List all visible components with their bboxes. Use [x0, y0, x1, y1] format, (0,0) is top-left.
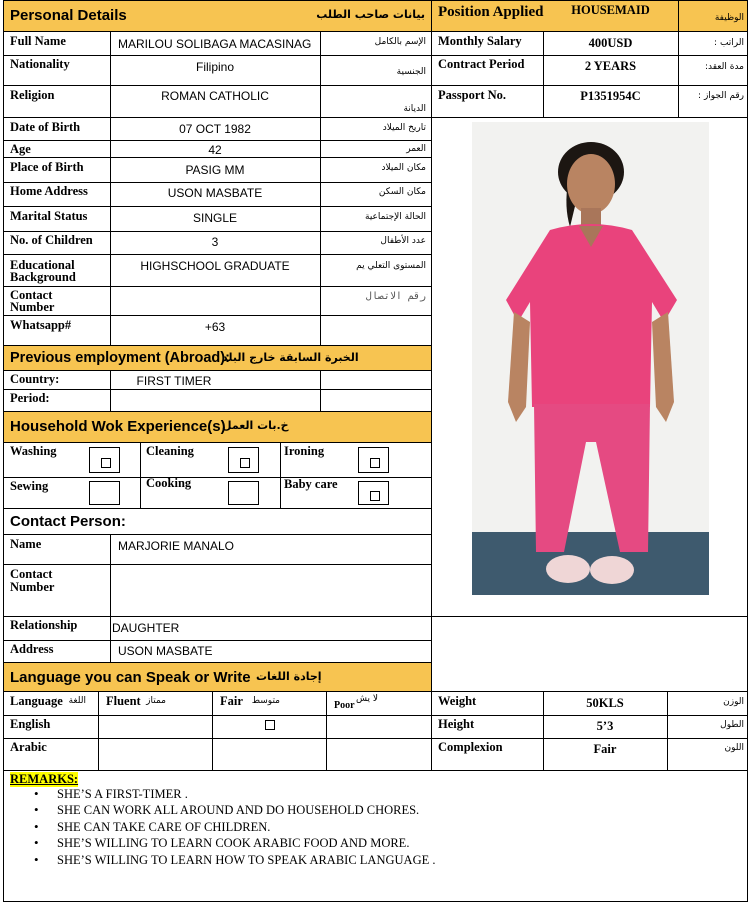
marital-status-value: SINGLE: [192, 211, 237, 225]
contact-person-address-value: USON MASBATE: [118, 644, 213, 658]
poor-header-ar: لا يش: [356, 694, 378, 704]
position-applied-label: Position Applied: [438, 4, 544, 20]
weight-value: 50KLS: [586, 696, 624, 710]
children-label: No. of Children: [10, 233, 93, 247]
ironing-label: Ironing: [284, 444, 325, 458]
cooking-checkbox[interactable]: [228, 481, 259, 505]
contract-label: Contract Period: [438, 57, 525, 71]
passport-ar: رقم الجواز :: [698, 91, 744, 101]
contact-number-ar: رقم الاتصال: [365, 291, 426, 302]
babycare-label: Baby care: [284, 477, 338, 491]
sewing-checkbox[interactable]: [89, 481, 120, 505]
household-title: Household Wok Experience(s): [10, 418, 226, 435]
whatsapp-label: Whatsapp#: [10, 318, 72, 332]
remark-item: • SHE’S WILLING TO LEARN COOK ARABIC FOOD AND MORE.: [57, 835, 435, 851]
home-address-value: USON MASBATE: [167, 186, 263, 200]
period-label: Period:: [10, 391, 50, 405]
weight-ar: الوزن: [723, 697, 744, 707]
weight-label: Weight: [438, 694, 477, 708]
contact-number-label-line1: Contact: [10, 288, 53, 302]
full-name-label: Full Name: [10, 34, 66, 48]
previous-employment-title: Previous employment (Abroad):: [10, 350, 230, 366]
nationality-ar: الجنسية: [396, 67, 426, 77]
religion-ar: الديانة: [403, 104, 426, 114]
full-name-value: MARILOU SOLIBAGA MACASINAG: [118, 37, 312, 51]
country-label: Country:: [10, 372, 60, 386]
sewing-label: Sewing: [10, 479, 49, 493]
fair-header-ar: متوسط: [251, 696, 280, 706]
marital-status-label: Marital Status: [10, 209, 88, 223]
cleaning-checkbox[interactable]: [228, 447, 259, 473]
religion-value: ROMAN CATHOLIC: [161, 89, 269, 103]
salary-label: Monthly Salary: [438, 34, 522, 48]
contact-person-address-label: Address: [10, 642, 54, 656]
country-value: FIRST TIMER: [136, 374, 212, 388]
arabic-label: Arabic: [10, 740, 47, 754]
language-title: Language you can Speak or Write: [10, 669, 251, 686]
full-name-ar: الإسم بالكامل: [374, 37, 426, 47]
contact-person-name-label: Name: [10, 537, 42, 551]
household-title-ar: خ.بات العمل: [222, 419, 289, 432]
height-ar: الطول: [720, 720, 744, 730]
passport-value: P1351954C: [580, 89, 641, 103]
washing-label: Washing: [10, 444, 57, 458]
whatsapp-value: +63: [204, 320, 226, 334]
language-header-ar: اللغة: [68, 696, 86, 706]
applicant-photo: [472, 122, 709, 595]
religion-label: Religion: [10, 88, 55, 102]
relationship-label: Relationship: [10, 618, 78, 632]
nationality-value: Filipino: [195, 60, 234, 74]
passport-label: Passport No.: [438, 88, 507, 102]
remark-item: • SHE’S WILLING TO LEARN HOW TO SPEAK ARABIC LANGUAGE .: [57, 852, 435, 868]
complexion-label: Complexion: [438, 740, 503, 754]
remarks-title: REMARKS:: [10, 772, 79, 786]
education-value: HIGHSCHOOL GRADUATE: [140, 259, 290, 273]
contact-person-name-value: MARJORIE MANALO: [118, 539, 235, 553]
education-ar: المستوى التعلي يم: [356, 261, 426, 271]
remark-item: • SHE CAN WORK ALL AROUND AND DO HOUSEHOLD CHORES.: [57, 802, 435, 818]
remarks-list: [57, 786, 435, 868]
marital-status-ar: الحالة الإجتماعية: [365, 212, 426, 222]
dob-ar: تاريخ الميلاد: [382, 123, 426, 133]
home-address-ar: مكان السكن: [378, 187, 426, 197]
pob-ar: مكان الميلاد: [381, 163, 426, 173]
contact-person-number-label-line2: Number: [10, 580, 55, 594]
contact-person-title: Contact Person:: [10, 513, 126, 530]
complexion-value: Fair: [593, 742, 617, 756]
contract-ar: مدة العقد:: [704, 62, 744, 72]
home-address-label: Home Address: [10, 184, 88, 198]
fluent-header-ar: ممتاز: [146, 696, 166, 706]
salary-value: 400USD: [588, 36, 633, 50]
complexion-ar: اللون: [724, 743, 744, 753]
cooking-label: Cooking: [146, 476, 192, 490]
nationality-label: Nationality: [10, 57, 70, 71]
contract-value: 2 YEARS: [584, 59, 637, 73]
previous-employment-title-ar: الخبرة السابقة خارج البلد: [222, 351, 359, 364]
washing-checkbox[interactable]: [89, 447, 120, 473]
education-label-line2: Background: [10, 270, 76, 284]
english-label: English: [10, 717, 51, 731]
remark-item: • SHE’S A FIRST-TIMER .: [57, 786, 435, 802]
salary-ar: الراتب :: [714, 38, 744, 48]
fair-header-label: Fair: [220, 694, 243, 708]
fluent-header-label: Fluent: [106, 694, 141, 708]
pob-value: PASIG MM: [185, 163, 245, 177]
position-applied-value: HOUSEMAID: [571, 3, 650, 17]
babycare-checkbox[interactable]: [358, 481, 389, 505]
contact-person-number-label-line1: Contact: [10, 567, 53, 581]
height-value: 5’3: [596, 719, 614, 733]
applicant-photo-illustration: [472, 122, 709, 595]
remark-item: • SHE CAN TAKE CARE OF CHILDREN.: [57, 819, 435, 835]
relationship-value: DAUGHTER: [112, 621, 180, 635]
height-label: Height: [438, 717, 475, 731]
children-value: 3: [211, 235, 219, 249]
poor-header-label: Poor: [334, 700, 355, 711]
ironing-checkbox[interactable]: [358, 447, 389, 473]
language-title-ar: إجادة اللغات: [256, 670, 322, 683]
age-ar: العمر: [406, 144, 426, 154]
children-ar: عدد الأطفال: [380, 236, 426, 246]
dob-value: 07 OCT 1982: [179, 122, 251, 136]
pob-label: Place of Birth: [10, 160, 84, 174]
contact-number-label-line2: Number: [10, 300, 55, 314]
dob-label: Date of Birth: [10, 120, 81, 134]
english-fair-checkbox[interactable]: [265, 720, 275, 730]
position-applied-ar: الوظيفة: [714, 13, 744, 23]
personal-details-title-ar: بيانات صاحب الطلب: [316, 8, 425, 21]
cleaning-label: Cleaning: [146, 444, 194, 458]
education-label-line1: Educational: [10, 258, 75, 272]
language-header-label: Language: [10, 694, 63, 708]
personal-details-title: Personal Details: [10, 7, 127, 24]
age-label: Age: [10, 142, 31, 156]
age-value: 42: [208, 143, 222, 157]
